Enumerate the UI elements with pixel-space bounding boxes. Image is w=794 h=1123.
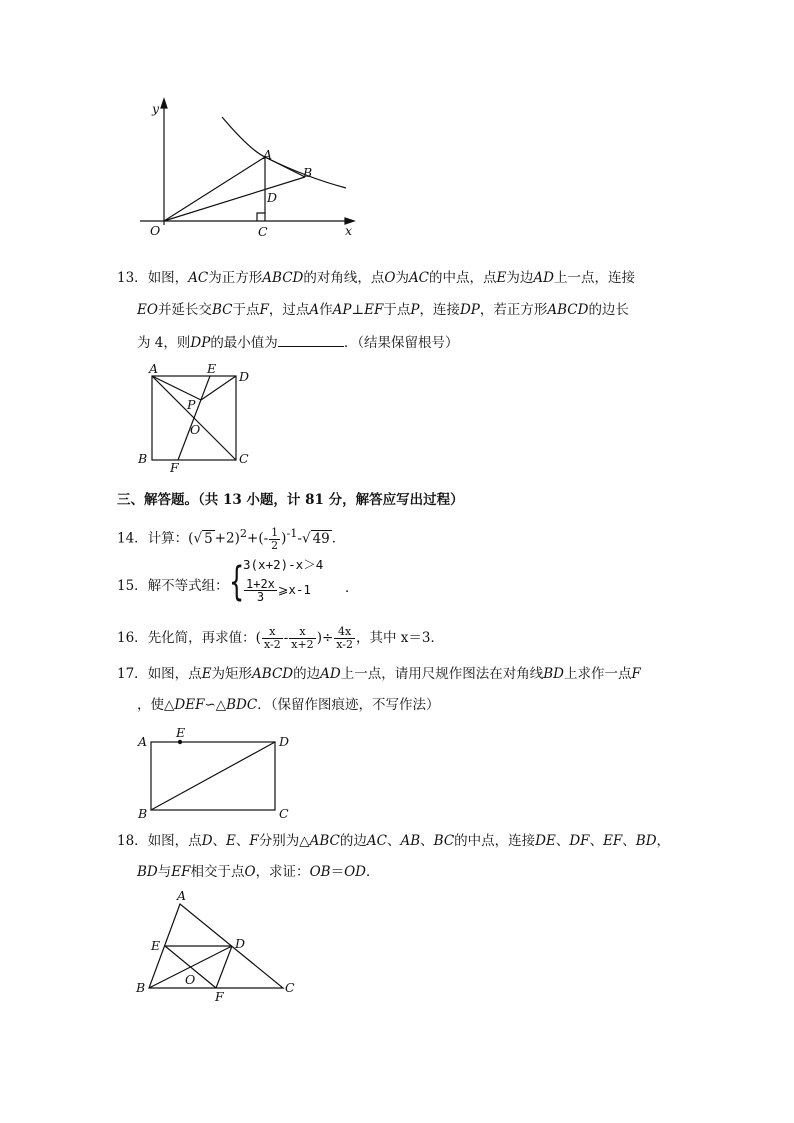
- text: 为正方形: [208, 270, 263, 286]
- label-C: C: [285, 980, 295, 995]
- text: ): [281, 530, 287, 547]
- text: 的中点，点: [429, 270, 497, 286]
- text: ．（保留作图痕迹，不写作法）: [257, 697, 440, 713]
- numerator: x: [262, 626, 283, 639]
- text: ．（结果保留根号）: [343, 335, 459, 351]
- math: ABC: [309, 833, 340, 849]
- math: EF: [603, 833, 623, 849]
- math: AD: [533, 270, 554, 286]
- diagonal-BD: [151, 742, 275, 810]
- label-E: E: [207, 361, 217, 376]
- text: 、: [622, 833, 636, 849]
- label-D: D: [267, 190, 278, 205]
- text: 为 4，则: [137, 335, 191, 351]
- math: EO: [137, 302, 158, 318]
- denominator: x-2: [263, 638, 281, 651]
- fraction: [244, 578, 277, 603]
- text: 上一点，连接: [553, 270, 635, 286]
- figure-12-graph: [130, 95, 370, 245]
- inequality-1: 3(x+2)-x＞4: [243, 557, 324, 572]
- math: EF: [171, 864, 191, 880]
- label-E: E: [176, 725, 186, 740]
- numerator: 4x: [334, 626, 355, 639]
- text: 的边: [293, 666, 321, 682]
- math: D: [201, 833, 213, 849]
- hyperbola-curve: [222, 117, 346, 188]
- text: 解不等式组：: [147, 578, 229, 594]
- label-A: A: [149, 361, 159, 376]
- math: E: [226, 833, 236, 849]
- text: 的最小值为: [210, 335, 278, 351]
- point-E: [178, 740, 182, 744]
- label-A: A: [263, 147, 273, 162]
- segment-OB: [164, 177, 305, 221]
- question-number: 13．: [117, 270, 148, 286]
- numerator: x: [289, 626, 315, 639]
- text: 并延长交: [157, 302, 212, 318]
- question-13-line1: [117, 268, 635, 288]
- segment-EF: [178, 376, 210, 460]
- math: E: [201, 666, 212, 682]
- math: DP: [459, 302, 480, 318]
- text: 如图，: [147, 270, 189, 286]
- text: 为矩形: [211, 666, 253, 682]
- question-16: [117, 626, 444, 651]
- label-B: B: [138, 451, 148, 466]
- text: 为: [395, 270, 409, 286]
- text: 分别为△: [258, 833, 310, 849]
- math: BD: [543, 666, 564, 682]
- math: BC: [211, 302, 233, 318]
- text: ⩾x-1: [277, 582, 311, 597]
- label-D: D: [239, 369, 250, 384]
- text: ，过点: [268, 302, 310, 318]
- math: O: [384, 270, 396, 286]
- text: 先化简，再求值：(: [147, 630, 261, 646]
- text: 的边: [339, 833, 367, 849]
- segment-OA: [164, 157, 265, 221]
- text: 、: [555, 833, 570, 849]
- text: 上一点，请用尺规作图法在对角线: [340, 666, 544, 682]
- text: -: [283, 630, 289, 646]
- label-F: F: [170, 460, 179, 475]
- label-x: x: [345, 223, 353, 238]
- label-B: B: [138, 806, 148, 821]
- text: ，求证：: [255, 864, 310, 880]
- question-number: 17．: [117, 666, 148, 682]
- label-B: B: [303, 165, 313, 180]
- label-C: C: [239, 451, 249, 466]
- text: 的边长: [588, 302, 629, 318]
- math: DF: [569, 833, 590, 849]
- label-A: A: [177, 888, 187, 903]
- label-F: F: [215, 989, 224, 1004]
- text: 的对角线，点: [303, 270, 385, 286]
- label-O: O: [190, 422, 201, 437]
- label-O: O: [185, 972, 196, 987]
- text: 、: [212, 833, 227, 849]
- math: A: [309, 302, 320, 318]
- text: 、: [386, 833, 401, 849]
- math: BC: [433, 833, 455, 849]
- y-axis-arrow: [161, 99, 167, 108]
- question-14: 14．计算：(√ 5 +2)$^2$+(- $\frac{1}{2}$ )$^{-1}$-√ 49 ．: [117, 525, 346, 552]
- question-18-line2: [137, 862, 379, 882]
- math: AC: [408, 270, 430, 286]
- figure-17-rectangle: [135, 725, 300, 820]
- text: ∽△: [204, 697, 227, 713]
- numerator: 1+2x: [246, 577, 275, 591]
- question-17-line1: [117, 664, 641, 684]
- question-number: 18．: [117, 833, 148, 849]
- question-15-label: [117, 576, 229, 596]
- text: 作: [319, 302, 333, 318]
- segment-DP: [201, 376, 236, 400]
- math: F: [249, 833, 259, 849]
- math: F: [631, 666, 641, 682]
- text: ．: [365, 864, 380, 880]
- math: O: [244, 864, 256, 880]
- question-15-end: ．: [345, 580, 359, 596]
- text: ，: [656, 833, 671, 849]
- text: 于点: [232, 302, 260, 318]
- text: 相交于点: [190, 864, 245, 880]
- fraction-2: [289, 626, 315, 651]
- question-17-line2: [137, 695, 439, 715]
- math: AC: [366, 833, 387, 849]
- math: AC: [188, 270, 209, 286]
- fraction-1: [262, 626, 283, 651]
- text: ．: [331, 530, 346, 547]
- text: ＝: [330, 864, 345, 880]
- text: ，若正方形: [479, 302, 548, 318]
- label-C: C: [258, 224, 268, 239]
- question-18-line1: [117, 831, 670, 851]
- math: ABCD: [547, 302, 589, 318]
- math: DE: [535, 833, 556, 849]
- section-3-heading: 三、解答题。（共 13 小题，计 81 分，解答应写出过程）: [117, 492, 464, 508]
- numerator: 1: [271, 525, 279, 539]
- fraction-3: [334, 626, 355, 651]
- system-brace: {: [229, 559, 245, 605]
- math: AB: [400, 833, 421, 849]
- question-number: 14．: [117, 530, 148, 547]
- text: 如图，点: [147, 666, 202, 682]
- radicand: 5: [204, 530, 213, 547]
- math: DP: [190, 335, 211, 351]
- figure-13-square: [135, 362, 265, 474]
- math: P: [410, 302, 420, 318]
- question-number: 15．: [117, 578, 148, 594]
- text: 于点: [383, 302, 411, 318]
- denominator: 2: [271, 538, 279, 552]
- label-D: D: [235, 936, 246, 951]
- text: 、: [235, 833, 250, 849]
- exponent: 2: [239, 527, 248, 540]
- radicand: 49: [312, 530, 330, 547]
- text: 计算：(: [147, 530, 194, 547]
- text: 如图，点: [147, 833, 202, 849]
- math: ABCD: [262, 270, 304, 286]
- label-E: E: [151, 938, 161, 953]
- label-A: A: [138, 734, 148, 749]
- denominator: 3: [256, 590, 265, 604]
- text: ，使△: [137, 697, 175, 713]
- label-C: C: [279, 806, 289, 821]
- math: E: [496, 270, 507, 286]
- math: BD: [137, 864, 158, 880]
- text: 与: [157, 864, 172, 880]
- text: 、: [420, 833, 434, 849]
- text: 、: [589, 833, 604, 849]
- text: 的中点，连接: [454, 833, 536, 849]
- math: DEF: [174, 697, 205, 713]
- answer-blank[interactable]: [278, 332, 344, 347]
- inequality-2: [243, 578, 311, 603]
- text: ，连接: [419, 302, 460, 318]
- question-13-line3: [137, 332, 459, 353]
- label-B: B: [136, 980, 146, 995]
- math: F: [259, 302, 269, 318]
- text: -: [297, 530, 302, 547]
- text: 上求作一点: [563, 666, 632, 682]
- math: AD: [320, 666, 341, 682]
- fraction: [269, 527, 280, 552]
- label-P: P: [187, 397, 196, 412]
- question-13-line2: [137, 300, 629, 320]
- figure-18-triangle: [135, 890, 305, 1005]
- question-number: 16．: [117, 630, 148, 646]
- exponent: -1: [286, 527, 298, 540]
- denominator: x+2: [291, 638, 314, 651]
- text: +(-: [247, 530, 269, 547]
- text: )÷: [316, 630, 334, 646]
- text: 为边: [506, 270, 534, 286]
- label-D: D: [279, 734, 290, 749]
- math: AP⊥EF: [332, 302, 384, 318]
- math: BD: [635, 833, 657, 849]
- denominator: x-2: [336, 638, 354, 651]
- text: ，其中 x＝3．: [356, 630, 445, 646]
- text: +2): [214, 530, 240, 547]
- right-angle-mark: [257, 213, 265, 221]
- math: BDC: [226, 697, 258, 713]
- math: ABCD: [252, 666, 294, 682]
- math: OD: [344, 864, 366, 880]
- label-O: O: [150, 223, 161, 238]
- label-y: y: [152, 101, 160, 116]
- math: OB: [309, 864, 331, 880]
